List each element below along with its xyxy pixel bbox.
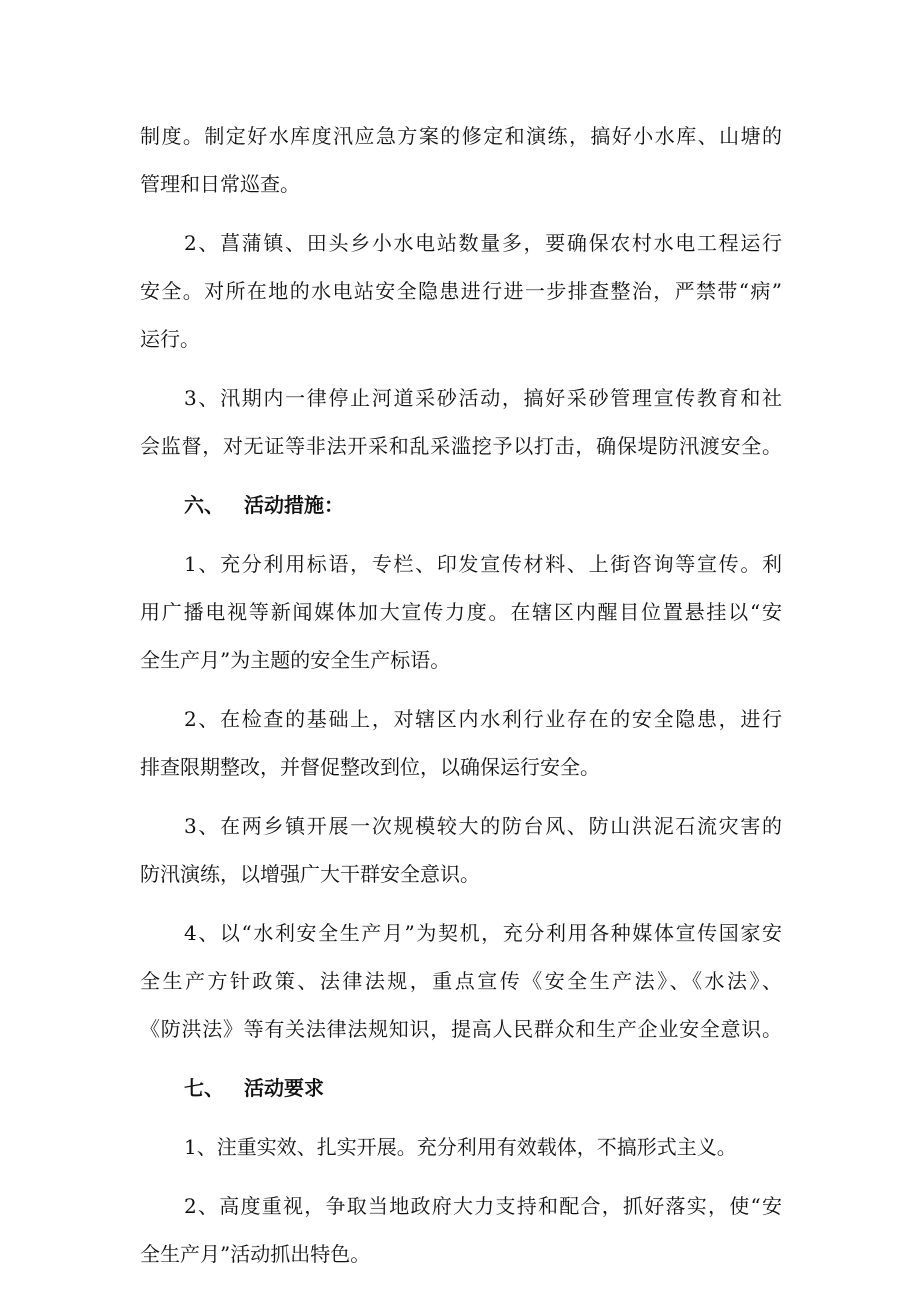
text-line: 全生产月”活动抓出特色。 — [140, 1242, 371, 1266]
paragraph — [140, 219, 782, 363]
text-line: 4、以“水利安全生产月”为契机，充分利用各种媒体宣传国家安 — [184, 921, 782, 945]
text-line: 全生产方针政策、法律法规，重点宣传《安全生产法》、《水法》、 — [140, 969, 782, 993]
text-line: 运行。 — [140, 327, 200, 351]
text-line: 会监督，对无证等非法开采和乱采滥挖予以打击，确保堤防汛渡安全。 — [140, 434, 782, 458]
text-line: 制度。制定好水库度汛应急方案的修定和演练，搞好小水库、山塘的 — [140, 124, 782, 148]
paragraph — [140, 802, 782, 898]
section-heading — [140, 1064, 782, 1112]
section-title: 活动要求 — [244, 1076, 324, 1100]
text-line: 2、菖蒲镇、田头乡小水电站数量多，要确保农村水电工程运行 — [184, 231, 782, 255]
section-number: 六、 — [184, 493, 224, 517]
section-heading — [140, 481, 782, 529]
paragraph — [140, 909, 782, 1053]
section-title: 活动措施： — [244, 493, 344, 517]
text-line: 管理和日常巡查。 — [140, 172, 300, 196]
text-line: 3、汛期内一律停止河道采砂活动，搞好采砂管理宣传教育和社 — [184, 386, 782, 410]
paragraph — [140, 540, 782, 684]
paragraph — [140, 374, 782, 470]
text-line: 排查限期整改，并督促整改到位，以确保运行安全。 — [140, 755, 600, 779]
text-line: 2、高度重视，争取当地政府大力支持和配合，抓好落实，使“安 — [184, 1194, 782, 1218]
text-line: 安全。对所在地的水电站安全隐患进行进一步排查整治，严禁带“病” — [140, 279, 782, 303]
paragraph — [140, 1182, 782, 1278]
text-line: 《防洪法》等有关法律法规知识，提高人民群众和生产企业安全意识。 — [140, 1017, 782, 1041]
text-line: 1、注重实效、扎实开展。充分利用有效载体，不搞形式主义。 — [184, 1135, 737, 1159]
section-number: 七、 — [184, 1076, 224, 1100]
paragraph — [140, 695, 782, 791]
text-line: 2、在检查的基础上，对辖区内水利行业存在的安全隐患，进行 — [184, 707, 782, 731]
text-line: 全生产月”为主题的安全生产标语。 — [140, 648, 451, 672]
document-body — [140, 112, 782, 1278]
text-line: 3、在两乡镇开展一次规模较大的防台风、防山洪泥石流灾害的 — [184, 814, 782, 838]
text-line: 1、充分利用标语，专栏、印发宣传材料、上街咨询等宣传。利 — [184, 552, 782, 576]
text-line: 用广播电视等新闻媒体加大宣传力度。在辖区内醒目位置悬挂以“安 — [140, 600, 782, 624]
paragraph — [140, 1123, 782, 1171]
paragraph — [140, 112, 782, 208]
text-line: 防汛演练，以增强广大干群安全意识。 — [140, 862, 480, 886]
